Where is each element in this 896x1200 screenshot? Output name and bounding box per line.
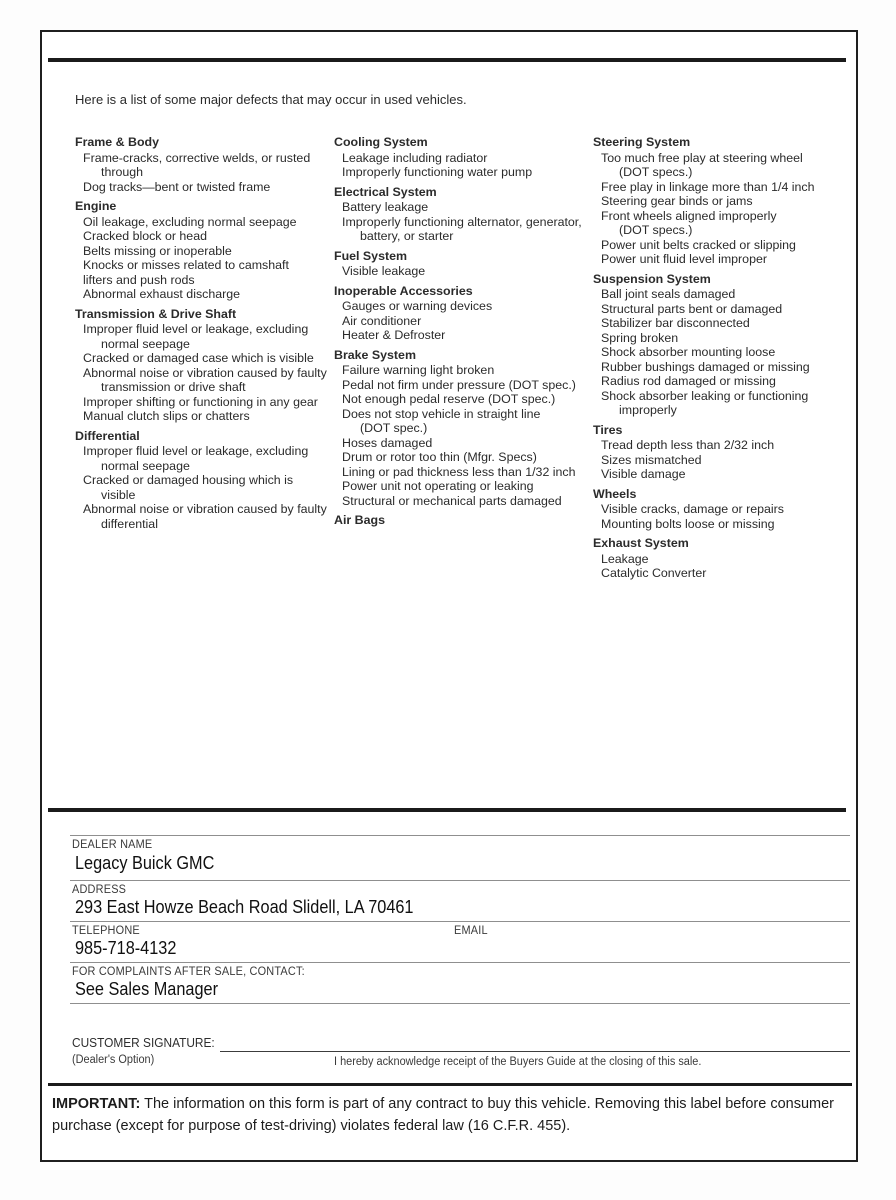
- defect-item: Improperly functioning water pump: [342, 165, 533, 179]
- defect-item: Front wheels aligned improperly: [601, 208, 777, 223]
- defect-item: Radius rod damaged or missing: [601, 374, 776, 388]
- important-divider-rule: [48, 1083, 852, 1086]
- customer-signature-label: CUSTOMER SIGNATURE:: [72, 1036, 215, 1050]
- defect-item: Mounting bolts loose or missing: [601, 516, 775, 531]
- defect-section-heading: Steering System: [593, 135, 691, 149]
- telephone-value: 985-718-4132: [75, 937, 177, 958]
- defect-item: Stabilizer bar disconnected: [601, 316, 750, 330]
- defect-item: Power unit belts cracked or slipping: [601, 237, 796, 252]
- defect-section-heading: Cooling System: [334, 135, 428, 149]
- defect-item: Lining or pad thickness less than 1/32 inch: [342, 464, 576, 479]
- defect-item: Belts missing or inoperable: [83, 243, 232, 258]
- defect-section-heading: Suspension System: [593, 271, 711, 286]
- defect-section-heading: Inoperable Accessories: [334, 283, 473, 298]
- defect-item: Rubber bushings damaged or missing: [601, 359, 810, 374]
- defect-item: Drum or rotor too thin (Mfgr. Specs): [342, 450, 537, 464]
- defect-item: Improper shifting or functioning in any gear: [83, 394, 318, 409]
- defect-item: Steering gear binds or jams: [601, 194, 753, 208]
- defect-item: Spring broken: [601, 330, 679, 345]
- defect-item: Leakage: [601, 551, 649, 566]
- defect-column-3: [593, 135, 853, 581]
- defect-item: Battery leakage: [342, 200, 429, 214]
- defect-item: Air conditioner: [342, 313, 422, 328]
- acknowledge-note: I hereby acknowledge receipt of the Buyers Guide at the closing of this sale.: [334, 1056, 702, 1068]
- defect-item: Power unit not operating or leaking: [342, 479, 534, 493]
- defect-item: Heater & Defroster: [342, 328, 446, 342]
- defect-item: Catalytic Converter: [601, 566, 707, 580]
- dealer-section-divider-rule: [48, 808, 846, 812]
- dealer-name-value: Legacy Buick GMC: [75, 852, 215, 873]
- defect-item: Free play in linkage more than 1/4 inch: [601, 179, 815, 194]
- defect-item: Structural or mechanical parts damaged: [342, 493, 562, 508]
- defect-item: Cracked block or head: [83, 229, 207, 243]
- defect-item: differential: [101, 516, 158, 531]
- intro-text: Here is a list of some major defects that may occur in used vehicles.: [75, 92, 467, 107]
- important-label: IMPORTANT:: [52, 1096, 141, 1112]
- important-notice: [52, 1094, 834, 1137]
- defect-item: Structural parts bent or damaged: [601, 301, 783, 316]
- defect-section-heading: Engine: [75, 199, 117, 213]
- defect-item: through: [101, 165, 144, 179]
- form-border: [40, 30, 858, 1162]
- defect-item: transmission or drive shaft: [101, 380, 246, 394]
- address-top-line: [70, 880, 850, 881]
- telephone-label: TELEPHONE: [72, 925, 140, 937]
- defect-item: normal seepage: [101, 458, 190, 473]
- defect-item: Too much free play at steering wheel: [601, 150, 803, 165]
- defect-section-heading: Air Bags: [334, 513, 385, 527]
- customer-signature-line: [220, 1051, 850, 1052]
- dealer-name-label: DEALER NAME: [72, 839, 153, 851]
- defect-section-heading: Electrical System: [334, 184, 437, 199]
- defect-section-heading: Transmission & Drive Shaft: [75, 306, 237, 321]
- defect-item: Shock absorber leaking or functioning: [601, 388, 809, 403]
- complaints-value: See Sales Manager: [75, 978, 218, 999]
- defect-item: battery, or starter: [360, 229, 454, 243]
- defect-item: Cracked or damaged housing which is: [83, 473, 294, 487]
- defect-item: normal seepage: [101, 336, 190, 351]
- defect-item: Manual clutch slips or chatters: [83, 409, 250, 423]
- defect-item: Improperly functioning alternator, generator,: [342, 214, 582, 229]
- defect-item: Improper fluid level or leakage, excluding: [83, 322, 309, 336]
- defect-section-heading: Tires: [593, 422, 623, 437]
- dealer-name-top-line: [70, 835, 850, 836]
- defect-item: Does not stop vehicle in straight line: [342, 406, 541, 421]
- defect-item: Visible leakage: [342, 264, 426, 278]
- defect-section-heading: Wheels: [593, 486, 637, 501]
- defect-item: Improper fluid level or leakage, excluding: [83, 444, 309, 458]
- defect-item: Not enough pedal reserve (DOT spec.): [342, 392, 556, 406]
- defect-item: Cracked or damaged case which is visible: [83, 351, 314, 365]
- defect-item: Failure warning light broken: [342, 363, 495, 377]
- defect-item: Knocks or misses related to camshaft: [83, 258, 289, 272]
- defect-item: Hoses damaged: [342, 435, 433, 450]
- defect-section-heading: Differential: [75, 428, 140, 443]
- defect-item: (DOT specs.): [619, 165, 693, 179]
- defect-item: Ball joint seals damaged: [601, 287, 736, 301]
- defect-item: Sizes mismatched: [601, 452, 702, 467]
- defect-item: Shock absorber mounting loose: [601, 345, 776, 359]
- defect-item: Visible cracks, damage or repairs: [601, 502, 784, 516]
- defect-item: Oil leakage, excluding normal seepage: [83, 214, 297, 229]
- defect-item: lifters and push rods: [83, 272, 195, 287]
- top-divider-rule: [48, 58, 846, 62]
- defect-item: Pedal not firm under pressure (DOT spec.): [342, 377, 576, 392]
- defect-column-2: [334, 135, 590, 529]
- email-label: EMAIL: [454, 925, 488, 937]
- address-value: 293 East Howze Beach Road Slidell, LA 70461: [75, 896, 414, 917]
- defect-column-1: [75, 135, 333, 531]
- defect-item: (DOT specs.): [619, 223, 693, 237]
- defect-item: Gauges or warning devices: [342, 299, 493, 313]
- defect-item: Abnormal noise or vibration caused by faulty: [83, 365, 327, 380]
- defect-item: Tread depth less than 2/32 inch: [601, 438, 775, 452]
- defect-item: visible: [101, 487, 136, 502]
- telephone-top-line: [70, 921, 850, 922]
- defect-section-heading: Frame & Body: [75, 135, 159, 149]
- defect-section-heading: Fuel System: [334, 248, 407, 263]
- defect-item: (DOT spec.): [360, 421, 428, 435]
- defect-item: Abnormal exhaust discharge: [83, 287, 241, 301]
- complaints-bottom-line: [70, 1003, 850, 1004]
- defect-item: Visible damage: [601, 467, 686, 481]
- defect-item: improperly: [619, 403, 677, 417]
- address-label: ADDRESS: [72, 884, 127, 896]
- defect-section-heading: Brake System: [334, 347, 416, 362]
- important-text-body: The information on this form is part of any contract to buy this vehicle. Removing this label before consumer purchase (except for purpose of test-driving) violates federal law (16 C.F.R. 455).: [52, 1096, 835, 1134]
- dealers-option-note: (Dealer's Option): [72, 1054, 155, 1066]
- defect-section-heading: Exhaust System: [593, 536, 689, 550]
- complaints-label: FOR COMPLAINTS AFTER SALE, CONTACT:: [72, 966, 305, 978]
- defect-item: Abnormal noise or vibration caused by faulty: [83, 502, 327, 516]
- defect-item: Power unit fluid level improper: [601, 252, 767, 266]
- defect-item: Leakage including radiator: [342, 150, 488, 165]
- complaints-top-line: [70, 962, 850, 963]
- defect-item: Dog tracks—bent or twisted frame: [83, 179, 271, 194]
- defect-item: Frame-cracks, corrective welds, or rusted: [83, 150, 311, 165]
